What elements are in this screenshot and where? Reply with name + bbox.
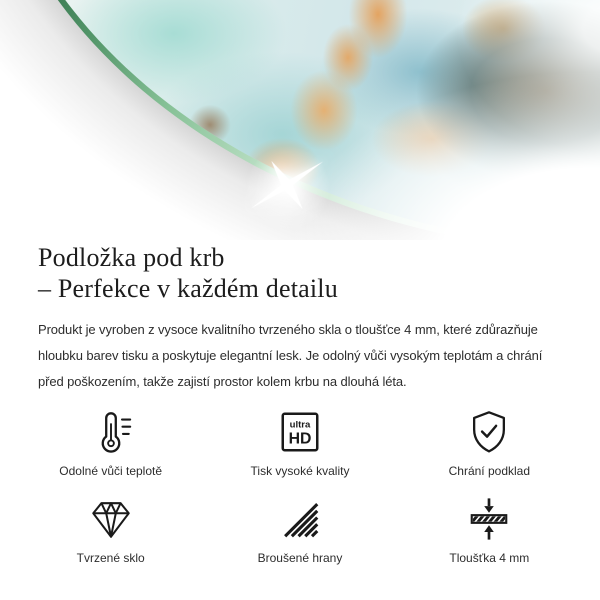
feature-heat-resistant <box>16 409 205 478</box>
thickness-icon <box>466 496 512 542</box>
ultra-hd-icon <box>277 409 323 455</box>
feature-label: Tvrzené sklo <box>76 551 145 565</box>
title-line-1: Podložka pod krb <box>38 243 225 272</box>
feature-thickness <box>395 496 584 565</box>
product-description-section <box>0 242 600 395</box>
page-title <box>38 242 566 304</box>
ultra-hd-text-bottom: HD <box>288 430 312 448</box>
feature-print-quality <box>205 409 394 478</box>
shield-check-icon <box>466 409 512 455</box>
diamond-icon <box>88 496 134 542</box>
product-photo <box>0 0 600 240</box>
feature-label: Odolné vůči teplotě <box>59 464 163 478</box>
feature-tempered-glass <box>16 496 205 565</box>
feature-label: Tloušťka 4 mm <box>449 551 530 565</box>
ultra-hd-text-top: ultra <box>289 419 311 431</box>
thermometer-icon <box>88 409 134 455</box>
feature-grid <box>0 409 600 565</box>
feature-label: Tisk vysoké kvality <box>250 464 350 478</box>
feature-label: Broušené hrany <box>257 551 343 565</box>
feature-label: Chrání podklad <box>448 464 531 478</box>
title-line-2: – Perfekce v každém detailu <box>38 274 338 303</box>
feature-protects-base <box>395 409 584 478</box>
feature-polished-edges <box>205 496 394 565</box>
polished-edges-icon <box>277 496 323 542</box>
product-description: Produkt je vyroben z vysoce kvalitního tvrzeného skla o tloušťce 4 mm, které zdůrazňuje hloubku barev tisku a poskytuje elegantní lesk. Je odolný vůči vysokým teplotám a chrání před poškozením, takže zajistí prostor kolem krbu na dlouhá léta. <box>38 322 543 389</box>
